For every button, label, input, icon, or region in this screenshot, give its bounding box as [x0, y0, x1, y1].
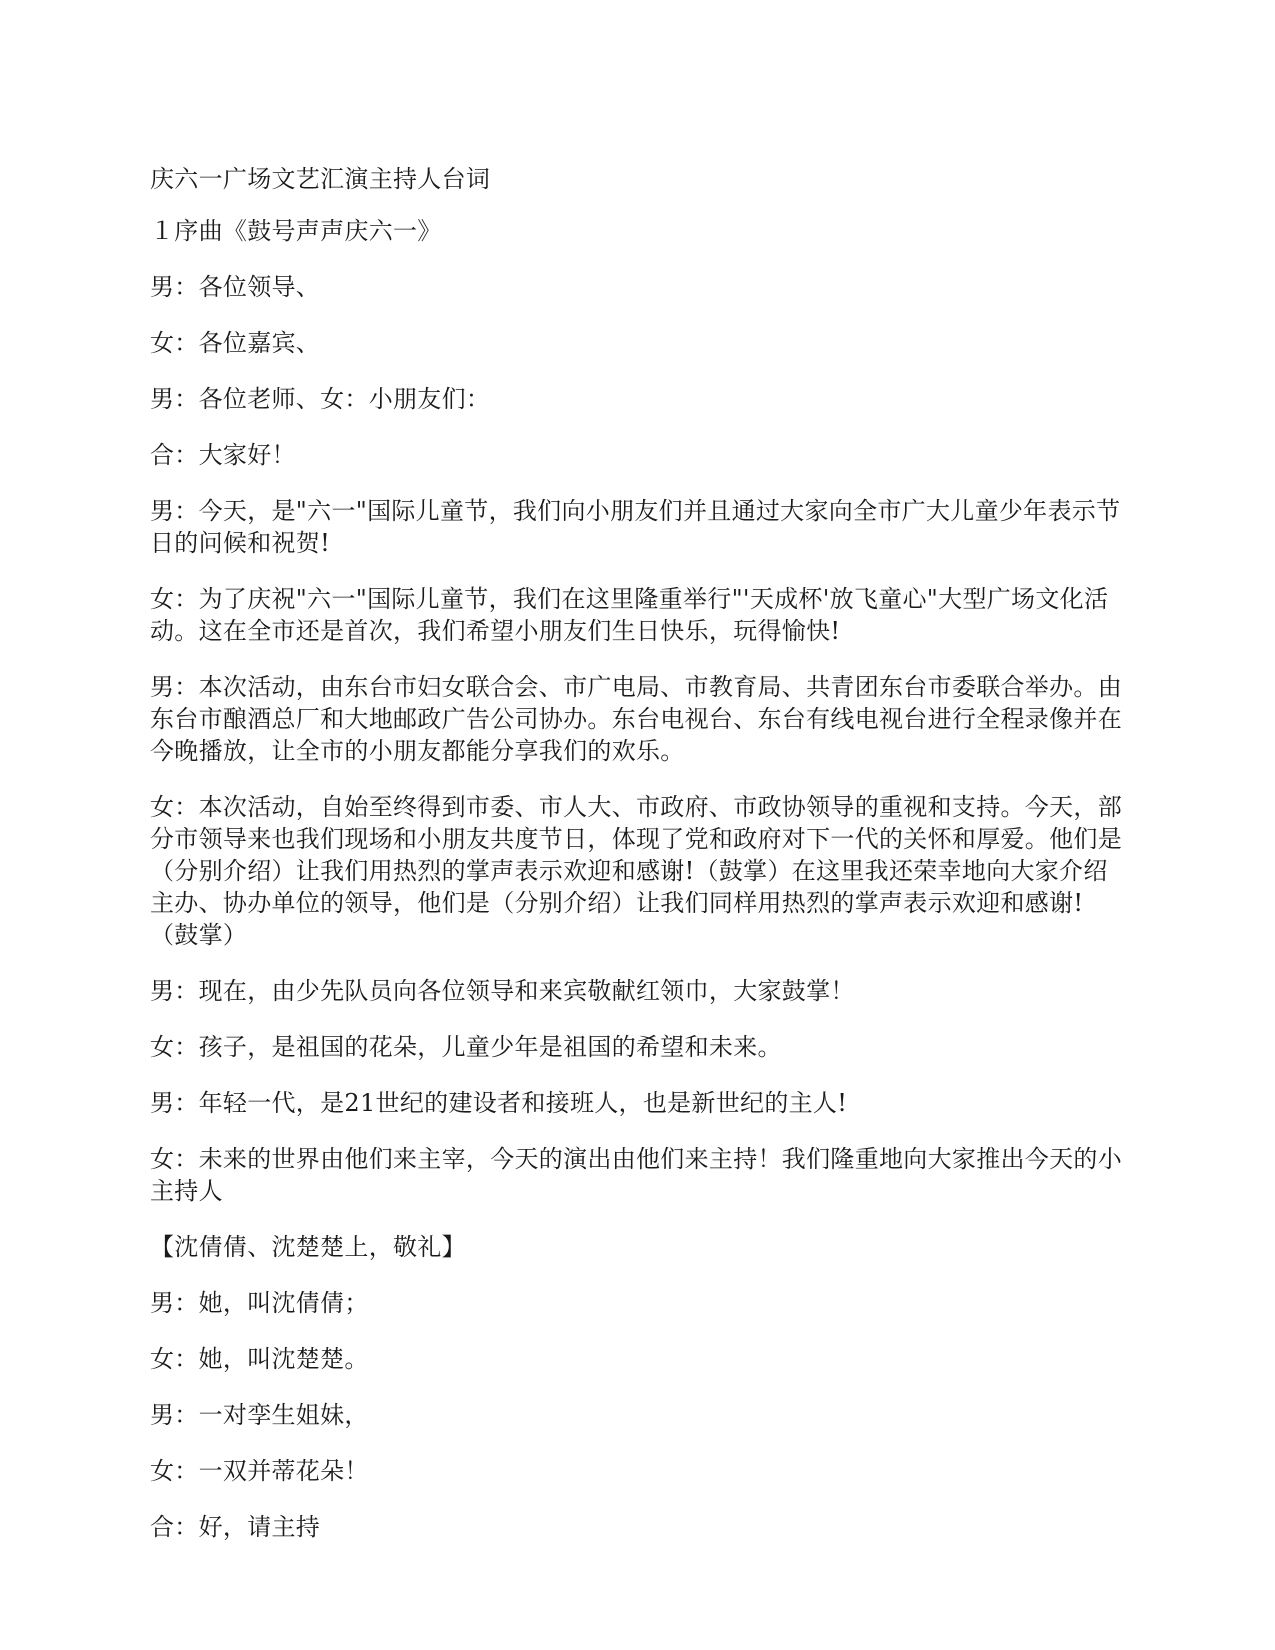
paragraph: 男：今天，是"六一"国际儿童节，我们向小朋友们并且通过大家向全市广大儿童少年表示节日的问候和祝贺!	[150, 497, 1121, 557]
paragraph: 男：一对孪生姐妹，	[150, 1401, 369, 1429]
paragraph: 女：本次活动，自始至终得到市委、市人大、市政府、市政协领导的重视和支持。今天，部分市领导来也我们现场和小朋友共度节日，体现了党和政府对下一代的关怀和厚爱。他们是（分别介绍）让我们用热烈的掌声表示欢迎和感谢!（鼓掌）在这里我还荣幸地向大家介绍主办、协办单位的领导，他们是（分别介绍）让我们同样用热烈的掌声表示欢迎和感谢!（鼓掌）	[150, 793, 1122, 949]
document-title: 庆六一广场文艺汇演主持人台词	[150, 165, 491, 193]
paragraph: 男：现在，由少先队员向各位领导和来宾敬献红领巾，大家鼓掌！	[150, 977, 855, 1005]
paragraph: 男：年轻一代，是21世纪的建设者和接班人，也是新世纪的主人!	[150, 1089, 848, 1117]
stage-direction: 【沈倩倩、沈楚楚上，敬礼】	[150, 1233, 466, 1261]
paragraph: 女：她，叫沈楚楚。	[150, 1345, 369, 1373]
paragraph: 男：本次活动，由东台市妇女联合会、市广电局、市教育局、共青团东台市委联合举办。由东台市酿酒总厂和大地邮政广告公司协办。东台电视台、东台有线电视台进行全程录像并在今晚播放，让全市的小朋友都能分享我们的欢乐。	[150, 673, 1122, 765]
paragraph: 女：一双并蒂花朵！	[150, 1457, 369, 1485]
paragraph: 合：好，请主持	[150, 1513, 321, 1541]
paragraph: 合：大家好！	[150, 441, 296, 469]
document-page	[150, 163, 1125, 1567]
paragraph: 男：各位老师、女：小朋友们：	[150, 385, 491, 413]
paragraph: 男：各位领导、	[150, 273, 321, 301]
paragraph: 男：她，叫沈倩倩；	[150, 1289, 369, 1317]
paragraph: 女：为了庆祝"六一"国际儿童节，我们在这里隆重举行"'天成杯'放飞童心"大型广场文化活动。这在全市还是首次，我们希望小朋友们生日快乐，玩得愉快!	[150, 585, 1109, 645]
paragraph: 女：孩子，是祖国的花朵，儿童少年是祖国的希望和未来。	[150, 1033, 782, 1061]
paragraph: 女：各位嘉宾、	[150, 329, 321, 357]
paragraph-overture: １序曲《鼓号声声庆六一》	[150, 217, 442, 245]
paragraph: 女：未来的世界由他们来主宰，今天的演出由他们来主持！我们隆重地向大家推出今天的小主持人	[150, 1145, 1122, 1205]
